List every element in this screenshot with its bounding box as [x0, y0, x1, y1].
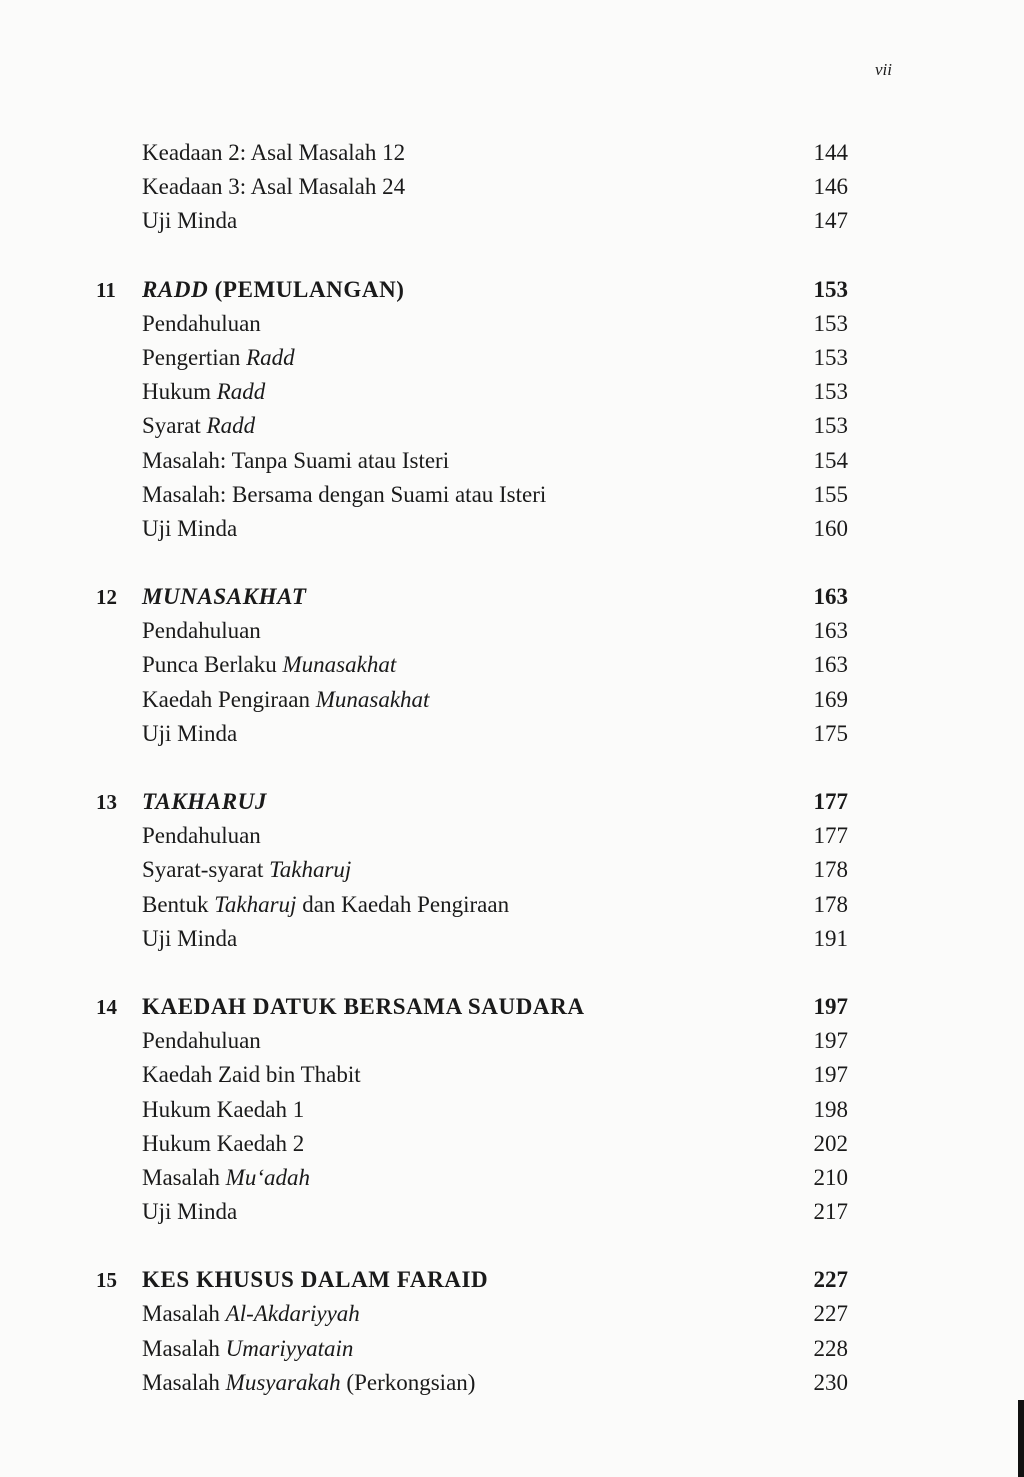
toc-entry [96, 618, 848, 652]
entry-title [142, 1301, 788, 1327]
entry-title [142, 448, 788, 474]
entry-title-segment: Uji Minda [142, 208, 238, 234]
chapter-title-segment: MUNASAKHAT [142, 584, 307, 610]
toc-entry [96, 1097, 848, 1131]
entry-page: 175 [813, 720, 848, 746]
toc-entry [96, 208, 848, 242]
entry-page: 144 [813, 140, 848, 165]
entry-title-segment: Uji Minda [142, 925, 238, 951]
entry-title-segment: Uji Minda [142, 515, 238, 541]
entry-page: 147 [813, 208, 848, 234]
toc-entry [96, 1199, 848, 1233]
entry-title [142, 482, 788, 508]
entry-title [142, 687, 788, 713]
entry-title [142, 1336, 788, 1362]
entry-page: 198 [813, 1096, 848, 1122]
toc-entry [96, 516, 848, 550]
entry-page: 178 [813, 891, 848, 917]
entry-title-segment: Mu‘adah [225, 1164, 310, 1190]
entry-title-segment: Radd [216, 379, 266, 405]
entry-title-segment: Radd [246, 344, 295, 370]
page-number: vii [875, 60, 892, 79]
chapter-heading [96, 789, 848, 823]
chapter-title-segment: RADD [142, 276, 209, 302]
entry-title-segment: Hukum Kaedah 2 [142, 1130, 305, 1156]
chapter-title-segment: KES KHUSUS DALAM FARAID [142, 1267, 489, 1293]
entry-title [142, 1131, 788, 1157]
entry-title [142, 174, 788, 200]
entry-title [142, 926, 788, 952]
entry-title-segment: Pendahuluan [142, 823, 261, 849]
chapter-heading [96, 994, 848, 1028]
chapter-title-segment: (PEMULANGAN) [208, 276, 405, 302]
entry-title-segment: Syarat [142, 413, 207, 439]
toc-entry [96, 413, 848, 447]
toc-entry [96, 857, 848, 891]
chapter-title [142, 1267, 788, 1293]
entry-title-segment: Bentuk [142, 891, 215, 917]
entry-title-segment: Al-Akdariyyah [225, 1301, 360, 1327]
toc-entry [96, 345, 848, 379]
toc-entry [96, 1028, 848, 1062]
chapter-page: 153 [813, 276, 848, 302]
entry-title [142, 345, 788, 371]
entry-title-segment: Radd [206, 413, 256, 439]
entry-title-segment: Masalah [142, 1335, 226, 1361]
entry-title-segment: Uji Minda [142, 720, 238, 746]
entry-title [142, 823, 788, 849]
chapter-number: 13 [96, 790, 117, 814]
toc-entry [96, 1370, 848, 1404]
entry-title-segment: dan Kaedah Pengiraan [296, 891, 510, 917]
entry-title-segment: Keadaan 3: Asal Masalah 24 [142, 174, 406, 200]
entry-title-segment: Takharuj [269, 857, 352, 883]
chapter-page: 177 [813, 789, 848, 814]
entry-title [142, 140, 788, 166]
toc-entry [96, 482, 848, 516]
section-gap [96, 243, 848, 277]
entry-title-segment: Musyarakah [225, 1369, 341, 1395]
entry-title [142, 721, 788, 747]
entry-page: 228 [813, 1335, 848, 1361]
chapter-number: 11 [96, 277, 116, 302]
entry-title-segment: Kaedah Pengiraan [142, 686, 316, 712]
entry-title-segment: Masalah: Tanpa Suami atau Isteri [142, 447, 450, 473]
entry-page: 153 [813, 413, 848, 439]
entry-title-segment: Hukum Kaedah 1 [142, 1096, 305, 1122]
entry-page: 160 [813, 515, 848, 541]
entry-title-segment: Masalah [142, 1164, 226, 1190]
entry-page: 155 [813, 481, 848, 507]
chapter-heading [96, 1267, 848, 1301]
entry-title-segment: Pendahuluan [142, 310, 261, 336]
entry-title-segment: Pengertian [142, 344, 247, 370]
entry-page: 191 [813, 925, 848, 951]
toc-entry [96, 448, 848, 482]
entry-page: 153 [813, 344, 848, 370]
chapter-page: 197 [813, 993, 848, 1019]
chapter-title [142, 277, 788, 303]
section-gap [96, 960, 848, 994]
toc-entry [96, 1062, 848, 1096]
chapter-title [142, 789, 788, 815]
chapter-title-segment: TAKHARUJ [142, 789, 267, 814]
toc-entry [96, 174, 848, 208]
entry-page: 154 [813, 447, 848, 473]
entry-title [142, 618, 788, 644]
section-gap [96, 550, 848, 584]
toc-entry [96, 1131, 848, 1165]
entry-page: 227 [813, 1301, 848, 1327]
toc-entry [96, 1165, 848, 1199]
entry-title-segment: Keadaan 2: Asal Masalah 12 [142, 140, 406, 165]
entry-page: 163 [813, 618, 848, 644]
entry-page: 197 [813, 1028, 848, 1054]
chapter-number: 12 [96, 585, 117, 610]
entry-title-segment: Kaedah Zaid bin Thabit [142, 1062, 361, 1088]
entry-title [142, 857, 788, 883]
chapter-number: 15 [96, 1268, 117, 1293]
toc-entry [96, 652, 848, 686]
entry-title [142, 208, 788, 234]
entry-page: 230 [813, 1369, 848, 1395]
entry-title [142, 652, 788, 678]
chapter-page: 163 [813, 584, 848, 610]
toc-entry [96, 1301, 848, 1335]
chapter-title [142, 994, 788, 1020]
chapter-number: 14 [96, 994, 117, 1019]
toc-entry [96, 379, 848, 413]
entry-page: 153 [813, 310, 848, 336]
entry-title [142, 379, 788, 405]
chapter-heading [96, 277, 848, 311]
entry-page: 210 [813, 1164, 848, 1190]
entry-title [142, 516, 788, 542]
entry-title [142, 413, 788, 439]
toc-entry [96, 823, 848, 857]
entry-page: 169 [813, 686, 848, 712]
entry-title [142, 1370, 788, 1396]
section-gap [96, 1233, 848, 1267]
entry-title [142, 1062, 788, 1088]
entry-title-segment: (Perkongsian) [340, 1369, 476, 1395]
toc-entry [96, 687, 848, 721]
entry-page: 202 [813, 1130, 848, 1156]
entry-title-segment: Uji Minda [142, 1199, 238, 1225]
toc-entry [96, 926, 848, 960]
entry-title-segment: Hukum [142, 379, 217, 405]
entry-title-segment: Punca Berlaku [142, 652, 283, 678]
entry-title-segment: Umariyyatain [225, 1335, 354, 1361]
entry-title [142, 1165, 788, 1191]
entry-page: 197 [813, 1062, 848, 1088]
toc-entry [96, 892, 848, 926]
entry-title [142, 1028, 788, 1054]
toc-entry [96, 721, 848, 755]
chapter-page: 227 [813, 1267, 848, 1293]
entry-page: 146 [813, 174, 848, 200]
entry-title-segment: Masalah: Bersama dengan Suami atau Isteri [142, 481, 547, 507]
entry-title-segment: Masalah [142, 1301, 226, 1327]
entry-page: 163 [813, 652, 848, 678]
chapter-heading [96, 584, 848, 618]
section-gap [96, 755, 848, 789]
page-edge-shadow [1018, 1400, 1024, 1477]
chapter-title [142, 584, 788, 610]
entry-title [142, 311, 788, 337]
entry-title-segment: Pendahuluan [142, 1028, 261, 1054]
toc-entry [96, 140, 848, 174]
entry-page: 217 [813, 1199, 848, 1225]
entry-page: 153 [813, 379, 848, 405]
entry-title-segment: Munasakhat [315, 686, 430, 712]
entry-title-segment: Takharuj [214, 891, 297, 917]
entry-title-segment: Munasakhat [282, 652, 397, 678]
entry-title-segment: Masalah [142, 1369, 226, 1395]
entry-page: 177 [813, 823, 848, 849]
entry-title [142, 892, 788, 918]
entry-title-segment: Syarat-syarat [142, 857, 270, 883]
table-of-contents [96, 140, 848, 1404]
entry-page: 178 [813, 857, 848, 883]
toc-entry [96, 311, 848, 345]
entry-title [142, 1097, 788, 1123]
toc-entry [96, 1336, 848, 1370]
entry-title-segment: Pendahuluan [142, 618, 261, 644]
chapter-title-segment: KAEDAH DATUK BERSAMA SAUDARA [142, 993, 585, 1019]
entry-title [142, 1199, 788, 1225]
